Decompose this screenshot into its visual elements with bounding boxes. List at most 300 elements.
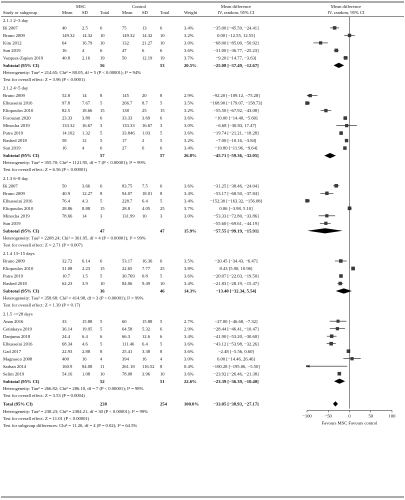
effect-square <box>343 146 346 149</box>
control-total: 4 <box>160 356 163 362</box>
control-sd: 6.4 <box>142 198 148 204</box>
msc-sd: 16.67 <box>82 123 93 129</box>
subtotal-weight: 22.6% <box>184 378 197 384</box>
control-mean: 132 <box>122 40 129 46</box>
weight-value: 2.7% <box>184 318 194 324</box>
study-name: Magnasco 2008 <box>3 356 33 362</box>
msc-total: 3 <box>100 213 103 219</box>
weight-value: 2.9% <box>184 326 194 332</box>
control-total: 5 <box>160 273 163 279</box>
effect-square <box>334 184 338 188</box>
study-name: Minocha 2019 <box>3 123 30 129</box>
md-ci-value: −43.12 [−53.98, −32.26] <box>213 341 259 347</box>
subgroup-title: 2.1.4 13~15 days <box>3 251 35 257</box>
msc-sd: 14 <box>82 213 87 219</box>
msc-mean: 40.9 <box>62 190 71 196</box>
control-mean: 17 <box>122 138 127 144</box>
msc-mean: 16 <box>62 48 67 53</box>
weight-value: 3.2% <box>184 108 194 114</box>
study-name: Rashed 2018 <box>3 281 27 287</box>
effect-square <box>343 116 347 120</box>
subtotal-diamond <box>334 379 345 384</box>
msc-total: 5 <box>100 318 103 324</box>
control-mean: 75 <box>122 25 127 31</box>
weight-value: 3.4% <box>184 333 194 339</box>
effect-square <box>345 139 348 142</box>
msc-sd: 15.88 <box>82 318 93 324</box>
control-mean: 33.33 <box>122 115 133 121</box>
md-plot-ci-header: IV, random, 95% CI <box>327 10 365 15</box>
msc-total: 8 <box>100 348 103 354</box>
msc-total: 5 <box>100 100 103 106</box>
study-name: Rashed 2018 <box>3 138 27 144</box>
subgroup-title: 2.1.1 2~3 day <box>3 18 29 23</box>
weight-value: 3.0% <box>184 213 194 219</box>
control-total: 8 <box>160 363 163 369</box>
msc-sd: 3.9 <box>82 281 88 287</box>
control-total: 6 <box>160 48 163 53</box>
weight-value: 2.9% <box>184 93 194 99</box>
effect-square <box>325 192 328 195</box>
msc-mean: 52.8 <box>62 93 71 99</box>
md-header: Mean difference <box>220 4 252 9</box>
study-name: Elhusseini 2016 <box>3 100 33 106</box>
x-tick-label: 0 <box>348 413 351 419</box>
control-sd: 13 <box>142 25 147 31</box>
study-name: Eliopoulos 2010 <box>3 205 34 211</box>
msc-mean: 40 <box>62 25 67 31</box>
weight-value: 3.6% <box>184 273 194 279</box>
footer-stat: Heterogeneity: Tau² = 238.23; Chi² = 2384.21, df = 30 (P < 0.00001); I² = 99% <box>3 409 148 414</box>
msc-total: 10 <box>100 40 105 46</box>
study-name: Sarhan 2014 <box>3 363 27 369</box>
msc-sd: 7.67 <box>82 100 91 106</box>
msc-sd: 4 <box>82 145 85 151</box>
control-total: 25 <box>160 266 165 272</box>
study-name: Sun 2019 <box>3 220 21 226</box>
control-mean: 84.06 <box>122 281 133 287</box>
subtotal-control-total: 46 <box>160 288 165 294</box>
control-mean: 47 <box>122 48 127 53</box>
control-mean: 27 <box>122 145 127 151</box>
total-ci: −33.05 [−38.93, −27.17] <box>213 401 259 407</box>
weight-value: 3.4% <box>184 145 194 151</box>
subtotal-label: Subtotal (95% CI) <box>3 153 40 159</box>
control-mean: 133.33 <box>122 123 135 129</box>
subtotal-weight: 26.8% <box>184 153 197 159</box>
control-sd: 18.01 <box>142 190 153 196</box>
msc-sd: 14.32 <box>82 33 93 38</box>
control-sd: 12.19 <box>142 55 153 61</box>
subtotal-label: Subtotal (95% CI) <box>3 378 40 384</box>
msc-mean: 400 <box>62 356 69 362</box>
effect-square <box>324 109 327 112</box>
study-name: Vazquez-Zapien 2019 <box>3 55 44 61</box>
msc-total: 6 <box>100 333 103 339</box>
control-total: 6 <box>160 115 163 121</box>
control-sd: 6 <box>142 145 145 151</box>
subtotal-control-total: 53 <box>160 63 165 68</box>
msc-mean: 64 <box>62 40 67 46</box>
msc-mean: 149.32 <box>62 33 75 38</box>
study-name: Selim 2019 <box>3 371 25 377</box>
md-ci-value: 6.00 [−14.46, 26.46] <box>217 356 255 362</box>
subtotal-ci: −57.55 [−99.19, −15.91] <box>213 228 259 234</box>
md-ci-value: −19.74 [−21.21, −18.28] <box>213 130 259 136</box>
control-mean: 111.46 <box>122 341 135 347</box>
subtotal-msc-total: 36 <box>100 288 105 294</box>
msc-total: 3 <box>100 123 103 129</box>
control-mean: 30.769 <box>122 273 135 279</box>
md-ci-value: −35.00 [−45.59, −24.41] <box>213 25 259 31</box>
msc-sd: 8.88 <box>82 205 91 211</box>
subgroup-title: 2.1.3 6~8 day <box>3 175 29 181</box>
msc-total: 5 <box>100 138 103 144</box>
axis-favours-label: Favours MSC Favours control <box>321 420 378 426</box>
md-ci-value: −9.20 [−14.77, −3.63] <box>215 55 257 61</box>
msc-mean: 10.7 <box>62 273 71 279</box>
md-ci-value: −23.92 [−26.46, −21.38] <box>213 371 259 377</box>
control-sd: 7.5 <box>142 183 148 189</box>
msc-sd: 1.5 <box>82 273 88 279</box>
study-name: Gad 2017 <box>3 348 21 354</box>
msc-mean: 14.102 <box>62 130 75 136</box>
msc-sd: 16.79 <box>82 40 93 46</box>
control-total: 19 <box>160 55 165 61</box>
control-total: 6 <box>160 183 163 189</box>
weight-value: 3.4% <box>184 281 194 287</box>
control-sd-header: SD <box>142 10 148 15</box>
msc-sd: 12 <box>82 138 87 144</box>
md-ci-value: −68.00 [−85.00, −50.92] <box>213 40 259 46</box>
md-ci-value: −20.45 [−34.43, −6.47] <box>214 258 258 264</box>
control-total: 6 <box>160 333 163 339</box>
study-name: Danjuma 2018 <box>3 333 31 339</box>
subtotal-label: Subtotal (95% CI) <box>3 288 40 294</box>
study-name: Forouzan 2020 <box>3 115 31 121</box>
weight-value: 3.8% <box>184 266 194 272</box>
control-mean: 60 <box>122 318 127 324</box>
control-sd: 1.03 <box>142 130 151 136</box>
subtotal-control-total: 47 <box>160 228 165 234</box>
msc-sd: 2.5 <box>82 25 88 31</box>
control-mean: 261.18 <box>122 363 135 369</box>
weight-value: 3.4% <box>184 198 194 204</box>
study-name: Bruno 2009 <box>3 190 25 196</box>
msc-sd: 12.27 <box>82 190 93 196</box>
subgroup-title: 2.1.5 >=28 days <box>3 311 33 317</box>
msc-sd: 4.6 <box>82 341 88 347</box>
effect-square <box>345 124 348 127</box>
total-msc: 238 <box>100 401 107 407</box>
msc-mean: 22.93 <box>62 348 73 354</box>
msc-sd: 19.95 <box>82 326 93 332</box>
msc-mean: 97.8 <box>62 100 71 106</box>
md-ci-value: −2.48 [−5.56, 0.60] <box>218 348 254 354</box>
md-ci-value: −31.25 [−38.46, −24.04] <box>213 183 259 189</box>
msc-sd: 1.08 <box>82 371 91 377</box>
study-name: Bruno 2009 <box>3 33 25 38</box>
md-ci-value: −28.44 [−46.41, −10.47] <box>213 326 259 332</box>
effect-square <box>306 365 308 367</box>
control-total: 6 <box>160 145 163 151</box>
control-mean: 33.846 <box>122 130 135 136</box>
control-mean: 94.07 <box>122 190 133 196</box>
msc-mean: 78.66 <box>62 213 73 219</box>
control-sd: 10 <box>142 213 147 219</box>
control-sd: 116.52 <box>142 363 155 369</box>
md-ci-value: −20.07 [−22.03, −19.50] <box>213 273 259 279</box>
total-weight: 100.0% <box>184 401 199 407</box>
heterogeneity-text: Heterogeneity: Tau² = 214.65; Chi² = 80.05, df = 5 (P < 0.00001); I² = 94% <box>3 70 142 75</box>
msc-mean: 68.34 <box>62 341 73 347</box>
control-total: 10 <box>160 33 165 38</box>
heterogeneity-text: Heterogeneity: Tau² = 358.68; Chi² = 414.98, df = 3 (P < 0.00001); I² = 99% <box>3 295 144 301</box>
heterogeneity-text: Heterogeneity: Tau² = 266.82; Chi² = 286.10, df = 7 (P < 0.00001); I² = 98% <box>3 385 144 391</box>
msc-sd: 18.66 <box>82 108 93 114</box>
msc-total-header: Total <box>100 10 110 15</box>
control-total: 10 <box>160 40 165 46</box>
msc-sd: 4 <box>82 48 85 53</box>
msc-mean: 40.8 <box>62 55 71 61</box>
weight-value: 3.0% <box>184 40 194 46</box>
total-diamond <box>333 401 338 406</box>
msc-mean: 33 <box>62 318 67 324</box>
msc-mean: 58 <box>62 138 67 144</box>
msc-total: 5 <box>100 273 103 279</box>
msc-total: 10 <box>100 33 105 38</box>
study-name: Kim 2012 <box>3 40 22 46</box>
msc-total: 10 <box>100 281 105 287</box>
study-name: Putra 2019 <box>3 273 24 279</box>
control-sd: 7.77 <box>142 266 151 272</box>
overall-effect-text: Test for overall effect: Z = 2.71 (P = 0.007) <box>3 242 83 248</box>
msc-total: 15 <box>100 266 105 272</box>
effect-square <box>339 259 343 263</box>
control-mean: 66.3 <box>122 333 131 339</box>
total-control: 254 <box>160 401 167 407</box>
md-ci-header: IV, random, 95% CI <box>217 10 255 15</box>
control-total: 6 <box>160 258 163 264</box>
effect-square <box>338 282 341 285</box>
msc-sd: 6.4 <box>82 333 88 339</box>
control-sd: 16 <box>142 356 147 362</box>
effect-square <box>333 26 336 29</box>
msc-sd-header: SD <box>82 10 88 15</box>
control-mean: 228.7 <box>122 198 133 204</box>
msc-sd: 16 <box>82 356 87 362</box>
msc-total: 11 <box>100 363 105 369</box>
control-mean: 145 <box>122 93 129 99</box>
control-sd: 25 <box>142 108 147 114</box>
effect-square <box>336 320 339 323</box>
md-ci-value: −92.20 [−109.12, −75.28] <box>212 93 260 99</box>
control-total: 5 <box>160 130 163 136</box>
msc-total: 19 <box>100 55 105 61</box>
control-mean: 138 <box>122 108 129 114</box>
subtotal-ci: −25.08 [−37.49, −12.67] <box>213 63 259 68</box>
footer-stat: Test for overall effect: Z = 11.01 (P < 0.00001) <box>3 416 90 421</box>
weight-value: 3.6% <box>184 48 194 53</box>
md-ci-value: −31.00 [−36.77, −25.23] <box>213 48 259 53</box>
subtotal-label: Subtotal (95% CI) <box>3 228 40 234</box>
control-total: 6 <box>160 25 163 31</box>
control-total: 8 <box>160 93 163 99</box>
control-total: 5 <box>160 138 163 144</box>
study-name: Anan 2016 <box>3 318 24 324</box>
msc-total: 10 <box>100 371 105 377</box>
msc-mean: 82.5 <box>62 108 71 114</box>
control-sd: 15.88 <box>142 318 153 324</box>
msc-total: 6 <box>100 25 103 31</box>
control-total: 10 <box>160 371 165 377</box>
subtotal-msc-total: 56 <box>100 63 105 68</box>
control-total-header: Total <box>160 10 170 15</box>
effect-square <box>309 94 312 97</box>
effect-square <box>335 49 339 53</box>
msc-mean: 160.9 <box>62 363 73 369</box>
msc-mean: 24.4 <box>62 333 71 339</box>
overall-effect-text: Test for overall effect: Z = 6.56 (P < 0.00001) <box>3 167 88 173</box>
control-sd: 3.96 <box>142 371 151 377</box>
md-plot-header: Mean difference <box>330 4 362 9</box>
weight-value: 3.4% <box>184 25 194 31</box>
weight-value: 3.6% <box>184 183 194 189</box>
control-mean: 28.8 <box>122 205 131 211</box>
msc-mean: 76.4 <box>62 198 71 204</box>
msc-total: 4 <box>100 356 103 362</box>
md-ci-value: −7.00 [−10.16, −3.84] <box>215 138 257 144</box>
md-ci-value: −6.68 [−30.83, 17.47] <box>215 123 257 129</box>
md-ci-value: −152.30 [−163.32, −156.08] <box>209 198 263 204</box>
weight-value: 3.2% <box>184 33 194 38</box>
weight-value: 3.6% <box>184 371 194 377</box>
msc-sd: 14 <box>82 93 87 99</box>
heterogeneity-text: Heterogeneity: Tau² = 2208.24; Chi² = 361.95, df = 4 (P < 0.00001); I² = 99% <box>3 235 146 241</box>
control-mean: 22.65 <box>122 266 133 272</box>
control-mean: 64.58 <box>122 326 133 332</box>
control-sd: 0.8 <box>142 273 148 279</box>
md-ci-value: −10.80 [−11.96, −9.64] <box>214 145 258 151</box>
subgroup-title: 2.1.2 4~5 day <box>3 85 29 91</box>
weight-value: 3.6% <box>184 348 194 354</box>
control-mean: 149.32 <box>122 33 135 38</box>
weight-value: 3.6% <box>184 341 194 347</box>
heterogeneity-text: Heterogeneity: Tau² = 355.70; Chi² = 1121.95, df = 7 (P < 0.00001); I² = 99% <box>3 160 146 166</box>
effect-square <box>350 357 353 360</box>
msc-total: 6 <box>100 258 103 264</box>
study-header: Study or subgroup <box>3 10 37 15</box>
md-ci-value: 8.43 [5.90, 10.96] <box>219 266 253 272</box>
msc-mean-header: Mean <box>62 10 73 15</box>
subtotal-weight: 20.5% <box>184 63 197 68</box>
control-sd: 20 <box>142 93 147 99</box>
msc-total: 15 <box>100 108 105 114</box>
subtotal-msc-total: 57 <box>100 153 105 159</box>
msc-sd: 2.16 <box>82 55 91 61</box>
msc-total: 5 <box>100 326 103 332</box>
subtotal-control-total: 51 <box>160 378 165 384</box>
control-mean: 266.7 <box>122 100 133 106</box>
overall-effect-text: Test for overall effect: Z = 3.96 (P < 0.0001) <box>3 77 85 82</box>
msc-sd: 84.08 <box>82 363 93 369</box>
effect-square <box>305 101 309 105</box>
msc-total: 6 <box>100 183 103 189</box>
control-mean-header: Mean <box>122 10 133 15</box>
md-ci-value: −10.00 [−14.40, −5.60] <box>214 115 258 121</box>
weight-value: 3.5% <box>184 258 194 264</box>
study-name: Elhusseini 2016 <box>3 198 33 204</box>
subtotal-ci: −13.40 [−32.34, 5.54] <box>215 288 257 294</box>
study-name: Bi 2007 <box>3 183 18 189</box>
study-name: Bruno 2009 <box>3 93 25 99</box>
overall-effect-text: Test for overall effect: Z = 3.53 (P = 0.0004) <box>3 392 85 398</box>
control-sd: 16.36 <box>142 258 153 264</box>
control-sd: 8.7 <box>142 100 148 106</box>
overall-effect-text: Test for overall effect: Z = 1.39 (P = 0.17) <box>3 302 81 308</box>
study-name: Sun 2019 <box>3 48 21 53</box>
control-total: 5 <box>160 341 163 347</box>
control-sd: 14.32 <box>142 33 153 38</box>
control-group-header: Control <box>132 4 147 9</box>
msc-total: 15 <box>100 205 105 211</box>
msc-total: 6 <box>100 115 103 121</box>
msc-sd: 1.32 <box>82 130 91 136</box>
control-mean: 53.17 <box>122 258 133 264</box>
msc-mean: 23.33 <box>62 115 73 121</box>
control-sd: 4.05 <box>142 205 151 211</box>
msc-mean: 31.08 <box>62 266 73 272</box>
control-total: 6 <box>160 326 163 332</box>
control-sd: 2 <box>142 138 145 144</box>
x-tick-label: −50 <box>324 413 332 419</box>
subtotal-diamond <box>307 228 342 233</box>
msc-total: 5 <box>100 198 103 204</box>
msc-total: 6 <box>100 48 103 53</box>
md-ci-value: −168.90 [−179.07, −158.73] <box>209 100 263 106</box>
control-sd: 9.49 <box>142 281 151 287</box>
weight-value: 0.4% <box>184 363 194 369</box>
effect-square <box>344 56 348 60</box>
msc-sd: 3.89 <box>82 115 91 121</box>
control-sd: 6 <box>142 48 145 53</box>
weight-header: Weight <box>184 10 198 15</box>
weight-value: 3.0% <box>184 123 194 129</box>
control-mean: 25.41 <box>122 348 133 354</box>
control-sd: 16.67 <box>142 123 153 129</box>
md-ci-value: −100.28 [−195.06, −5.50] <box>212 363 260 369</box>
msc-total: 6 <box>100 145 103 151</box>
control-total: 25 <box>160 205 165 211</box>
subtotal-weight: 15.9% <box>184 228 197 234</box>
md-ci-value: −53.33 [−72.80, −33.86] <box>213 213 259 219</box>
subtotal-diamond <box>334 63 345 68</box>
weight-value: 3.0% <box>184 356 194 362</box>
md-ci-value: −41.90 [−53.20, −30.60] <box>213 333 259 339</box>
study-name: Sun 2019 <box>3 145 21 151</box>
effect-square <box>339 131 343 135</box>
md-ci-value: 0.00 [−12.55, 12.55] <box>217 33 255 38</box>
effect-square <box>319 41 322 44</box>
subtotal-ci: −23.39 [−36.39, −10.40] <box>213 378 259 384</box>
msc-sd: 6.14 <box>82 258 91 264</box>
msc-mean: 62.23 <box>62 281 73 287</box>
msc-group-header: MSC <box>76 4 86 9</box>
control-mean: 50 <box>122 55 127 61</box>
msc-total: 5 <box>100 130 103 136</box>
control-sd: 21.27 <box>142 40 153 46</box>
control-total: 8 <box>160 190 163 196</box>
